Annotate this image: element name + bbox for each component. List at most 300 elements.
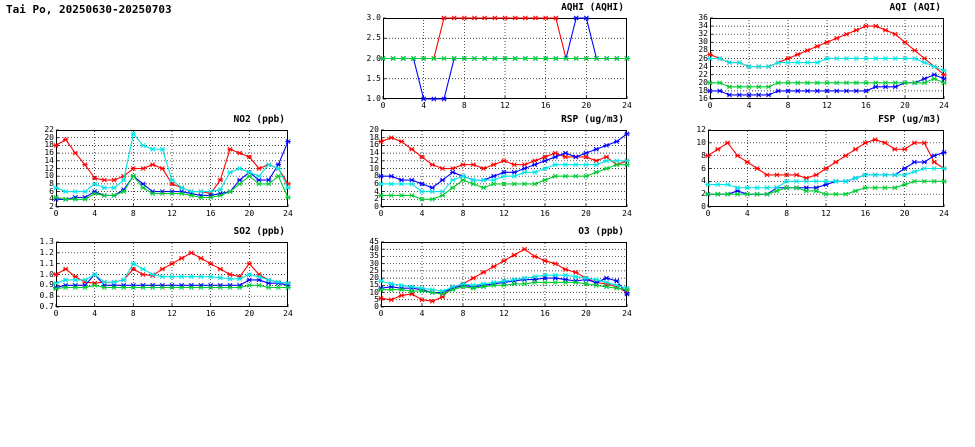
y-tick-label: 16 [698,94,708,103]
series-marker-red [844,32,849,36]
series-marker-red [462,16,467,20]
series-marker-red [707,52,712,56]
series-marker-cyan [805,60,810,64]
series-marker-green [922,179,927,183]
x-tick-label: 8 [460,209,466,218]
series-marker-red [237,151,242,155]
series-marker-green [766,85,771,89]
series-marker-blue [707,89,712,93]
y-tick-label: 18 [44,140,54,150]
series-marker-cyan [563,273,568,277]
series-marker-green [111,193,116,197]
y-tick-label: 5 [374,294,379,304]
x-tick-label: 0 [53,309,59,318]
series-marker-cyan [189,275,194,279]
series-marker-cyan [931,166,936,170]
x-tick-label: 8 [785,101,791,110]
series-marker-green [409,193,414,197]
series-marker-green [912,179,917,183]
y-tick-label: 12 [44,163,54,173]
series-marker-green [892,186,897,190]
series-marker-red [399,293,404,297]
series-marker-cyan [111,280,116,284]
series-marker-blue [795,89,800,93]
series-marker-red [883,28,888,32]
series-marker-blue [573,155,578,159]
series-marker-green [756,85,761,89]
series-marker-cyan [73,190,78,194]
y-tick-label: 1.0 [39,269,54,279]
series-marker-cyan [266,278,271,282]
series-marker-red [715,147,720,151]
chart-rsp [357,114,632,220]
series-marker-cyan [227,170,232,174]
x-tick-label: 0 [707,101,713,110]
series-marker-cyan [73,278,78,282]
series-marker-cyan [563,163,568,167]
chart-so2 [30,226,293,320]
y-tick-label: 0 [701,202,706,211]
x-tick-label: 12 [167,309,177,318]
series-marker-red [735,154,740,158]
y-tick-label: 14 [369,148,379,158]
series-marker-cyan [745,186,750,190]
series-marker-cyan [532,170,537,174]
series-marker-red [451,16,456,20]
y-tick-label: 4 [49,194,54,204]
series-marker-cyan [430,190,435,194]
series-marker-blue [776,89,781,93]
x-tick-label: 24 [622,209,632,218]
series-marker-blue [614,139,619,143]
series-marker-cyan [795,60,800,64]
x-tick-label: 8 [460,309,466,318]
series-marker-green [460,178,465,182]
series-marker-cyan [237,166,242,170]
series-marker-green [594,283,599,287]
series-marker-blue [532,163,537,167]
series-marker-green [140,186,145,190]
series-marker-green [854,81,859,85]
series-marker-cyan [922,166,927,170]
chart-title-o3: O3 (ppb) [578,226,624,237]
series-marker-green [523,56,528,60]
series-marker-red [594,159,599,163]
series-marker-green [563,174,568,178]
series-marker-cyan [912,56,917,60]
y-tick-label: 10 [369,163,379,173]
series-marker-cyan [169,275,174,279]
series-marker-red [892,147,897,151]
series-marker-green [863,186,868,190]
series-marker-red [481,166,486,170]
series-marker-red [399,139,404,143]
series-marker-cyan [553,273,558,277]
series-marker-red [150,163,155,167]
chart-o3 [357,226,632,320]
series-marker-red [542,259,547,263]
series-marker-green [533,56,538,60]
x-tick-label: 8 [130,209,136,218]
series-marker-green [604,56,609,60]
series-marker-cyan [460,174,465,178]
series-marker-green [922,81,927,85]
series-marker-green [931,179,936,183]
series-marker-cyan [512,174,517,178]
series-marker-cyan [573,163,578,167]
series-marker-cyan [882,173,887,177]
series-marker-blue [378,174,383,178]
series-marker-green [834,81,839,85]
series-marker-red [532,254,537,258]
y-tick-label: 2 [374,194,379,204]
y-tick-label: 0 [374,202,379,211]
chart-title-so2: SO2 (ppb) [233,226,285,237]
series-marker-cyan [179,186,184,190]
x-tick-label: 4 [744,209,750,218]
series-marker-green [553,174,558,178]
x-tick-label: 20 [900,101,910,110]
series-marker-cyan [111,186,116,190]
series-marker-red [491,264,496,268]
series-marker-red [430,163,435,167]
series-marker-red [815,44,820,48]
series-marker-red [754,166,759,170]
series-marker-red [512,253,517,257]
series-marker-red [522,247,527,251]
series-marker-cyan [853,176,858,180]
y-tick-label: 1.5 [366,73,381,83]
chart-canvas-no2 [30,126,292,220]
series-marker-green [707,81,712,85]
series-marker-blue [766,93,771,97]
series-marker-green [715,192,720,196]
page-title: Tai Po, 20250630-20250703 [6,3,172,16]
series-marker-blue [266,178,271,182]
series-marker-green [247,174,252,178]
series-marker-cyan [737,60,742,64]
series-marker-cyan [843,179,848,183]
series-marker-cyan [218,276,223,280]
y-tick-label: 35 [369,251,379,261]
series-marker-green [542,280,547,284]
series-marker-green [624,163,629,167]
series-marker-cyan [583,163,588,167]
series-marker-green [774,189,779,193]
series-marker-green [941,81,946,85]
series-marker-red [140,272,145,276]
series-marker-green [131,174,136,178]
series-marker-blue [491,174,496,178]
y-tick-label: 30 [369,258,379,268]
series-marker-green [805,81,810,85]
y-tick-label: 1.3 [39,237,54,246]
series-marker-green [276,174,281,178]
series-marker-green [390,56,395,60]
series-marker-cyan [218,188,223,192]
series-marker-blue [431,97,436,101]
series-marker-cyan [553,163,558,167]
y-tick-label: 6 [49,186,54,196]
series-marker-green [583,174,588,178]
series-marker-green [227,190,232,194]
y-tick-label: 10 [696,137,706,147]
series-marker-red [774,173,779,177]
x-tick-label: 24 [939,209,949,218]
series-marker-blue [941,77,946,81]
series-marker-blue [717,89,722,93]
series-marker-green [102,193,107,197]
series-marker-cyan [409,182,414,186]
series-marker-cyan [766,65,771,69]
series-marker-cyan [227,277,232,281]
series-marker-cyan [624,159,629,163]
series-marker-green [430,197,435,201]
series-marker-red [189,251,194,255]
series-marker-green [553,56,558,60]
series-marker-cyan [266,163,271,167]
series-marker-green [389,288,394,292]
series-marker-green [902,81,907,85]
series-marker-cyan [873,56,878,60]
series-marker-cyan [813,179,818,183]
series-marker-blue [440,178,445,182]
y-tick-label: 20 [369,125,379,134]
series-marker-red [169,262,174,266]
chart-canvas-aqi [686,14,948,112]
y-tick-label: 20 [369,273,379,283]
series-marker-cyan [872,173,877,177]
series-marker-green [843,192,848,196]
y-tick-label: 45 [369,237,379,246]
y-tick-label: 2.0 [366,53,381,63]
y-tick-label: 34 [698,21,708,31]
series-marker-cyan [450,178,455,182]
series-marker-green [883,81,888,85]
chart-aqi [686,2,949,112]
series-marker-cyan [594,163,599,167]
series-marker-cyan [179,275,184,279]
series-marker-cyan [491,178,496,182]
series-marker-blue [614,279,619,283]
x-tick-label: 0 [378,309,384,318]
series-marker-cyan [102,280,107,284]
series-marker-cyan [481,178,486,182]
y-tick-label: 36 [698,13,708,22]
y-tick-label: 30 [698,37,708,47]
series-marker-cyan [53,281,58,285]
series-marker-cyan [707,56,712,60]
series-marker-red [553,262,558,266]
chart-title-aqhi: AQHI (AQHI) [561,2,624,13]
series-marker-blue [389,174,394,178]
series-marker-green [604,166,609,170]
series-marker-red [941,73,946,77]
y-tick-label: 18 [698,85,708,95]
series-marker-green [553,280,558,284]
series-marker-green [824,81,829,85]
series-marker-red [227,272,232,276]
x-tick-label: 12 [822,101,832,110]
series-marker-red [491,163,496,167]
series-marker-cyan [833,179,838,183]
series-marker-green [440,193,445,197]
series-marker-green [745,192,750,196]
series-marker-green [746,85,751,89]
x-tick-label: 20 [581,209,591,218]
series-marker-green [717,81,722,85]
series-marker-red [824,40,829,44]
chart-canvas-rsp [357,126,631,220]
series-marker-blue [834,89,839,93]
chart-title-fsp: FSP (ug/m3) [878,114,941,125]
series-marker-green [450,186,455,190]
series-marker-red [471,276,476,280]
y-tick-label: 8 [49,178,54,188]
series-marker-red [471,163,476,167]
series-marker-blue [922,160,927,164]
series-marker-blue [941,150,946,154]
series-marker-cyan [285,186,290,190]
series-marker-blue [912,160,917,164]
series-marker-cyan [844,56,849,60]
series-marker-green [624,56,629,60]
series-marker-red [843,154,848,158]
series-marker-green [882,186,887,190]
y-tick-label: 3.0 [366,13,381,22]
series-marker-red [492,16,497,20]
series-marker-blue [883,85,888,89]
y-tick-label: 0 [374,302,379,311]
x-tick-label: 12 [499,309,509,318]
y-tick-label: 12 [369,155,379,165]
series-marker-red [512,163,517,167]
series-marker-green [725,192,730,196]
series-marker-green [247,283,252,287]
series-marker-cyan [440,190,445,194]
chart-canvas-aqhi [357,14,631,112]
x-tick-label: 4 [92,309,98,318]
series-marker-cyan [399,283,404,287]
series-marker-red [573,270,578,274]
series-marker-red [553,151,558,155]
series-marker-red [882,141,887,145]
series-marker-cyan [102,186,107,190]
series-marker-green [532,280,537,284]
series-marker-green [492,56,497,60]
x-tick-label: 8 [461,101,467,110]
series-marker-red [563,267,568,271]
series-marker-red [53,272,58,276]
series-marker-cyan [389,282,394,286]
series-marker-green [764,192,769,196]
series-marker-cyan [378,182,383,186]
series-marker-red [208,262,213,266]
series-marker-blue [285,139,290,143]
series-marker-red [705,154,710,158]
series-marker-red [912,48,917,52]
series-marker-green [256,283,261,287]
series-marker-green [389,193,394,197]
series-marker-red [854,28,859,32]
series-marker-red [111,178,116,182]
series-marker-red [725,141,730,145]
series-marker-green [844,81,849,85]
y-tick-label: 16 [44,148,54,158]
series-marker-green [614,56,619,60]
series-marker-cyan [785,60,790,64]
x-tick-label: 20 [581,309,591,318]
series-marker-green [285,195,290,199]
series-marker-cyan [198,190,203,194]
series-marker-green [785,81,790,85]
series-marker-red [813,173,818,177]
series-marker-blue [563,151,568,155]
y-tick-label: 40 [369,244,379,254]
series-marker-cyan [131,262,136,266]
series-marker-red [501,259,506,263]
y-tick-label: 1.1 [39,258,54,268]
y-tick-label: 20 [698,77,708,87]
series-marker-red [440,166,445,170]
series-marker-green [912,81,917,85]
chart-canvas-fsp [686,126,948,220]
series-marker-green [863,81,868,85]
series-marker-cyan [815,60,820,64]
y-tick-label: 26 [698,53,708,63]
y-tick-label: 0.7 [39,302,54,311]
series-marker-green [276,285,281,289]
x-tick-label: 8 [784,209,790,218]
series-marker-green [902,182,907,186]
y-tick-label: 28 [698,45,708,55]
series-marker-blue [522,166,527,170]
series-marker-blue [450,170,455,174]
series-marker-red [218,267,223,271]
series-marker-cyan [419,190,424,194]
y-tick-label: 6 [701,163,706,173]
series-marker-blue [805,89,810,93]
series-marker-green [522,282,527,286]
series-marker-red [863,24,868,28]
series-marker-cyan [140,267,145,271]
series-marker-green [266,285,271,289]
x-tick-label: 16 [540,209,550,218]
series-line-red [381,249,627,301]
series-marker-green [401,56,406,60]
chart-title-aqi: AQI (AQI) [889,2,941,13]
x-tick-label: 16 [205,309,216,318]
y-tick-label: 0.8 [39,291,54,301]
series-marker-cyan [121,278,126,282]
x-tick-label: 12 [821,209,831,218]
series-marker-green [705,192,710,196]
series-marker-green [482,56,487,60]
series-marker-red [102,178,107,182]
series-marker-green [833,192,838,196]
x-tick-label: 20 [244,309,255,318]
series-marker-blue [815,89,820,93]
chart-canvas-o3 [357,238,631,320]
x-tick-label: 16 [540,309,550,318]
y-tick-label: 1.2 [39,247,54,257]
series-marker-cyan [893,56,898,60]
series-marker-cyan [932,65,937,69]
series-marker-blue [737,93,742,97]
series-marker-green [853,189,858,193]
series-marker-red [409,147,414,151]
series-marker-cyan [735,186,740,190]
